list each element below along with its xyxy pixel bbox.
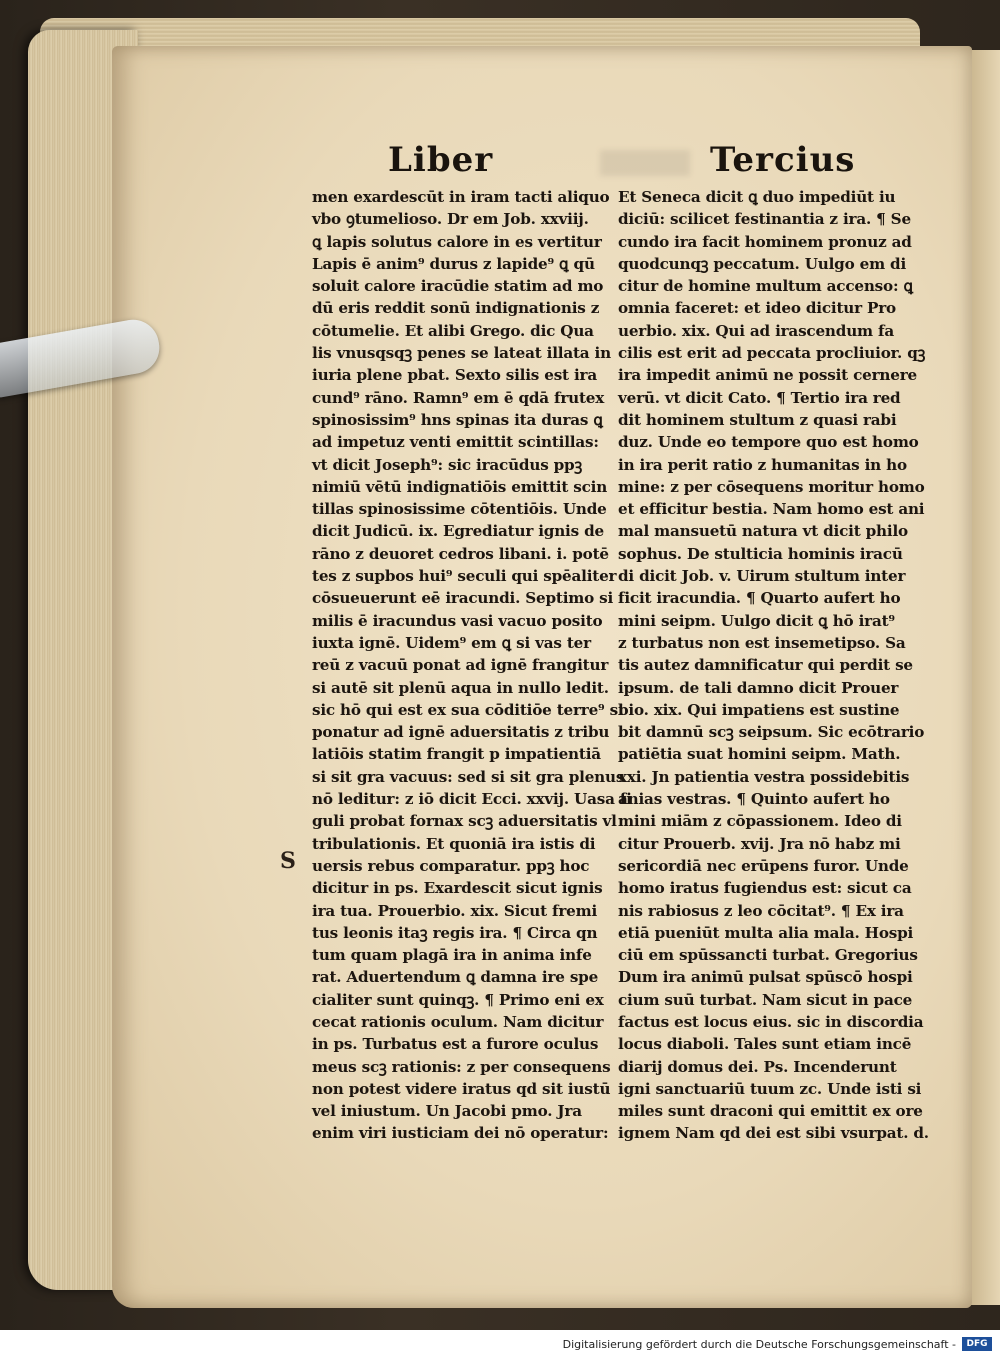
text-line: ad impetuz venti emittit scintillas:: [312, 433, 599, 452]
text-line: iuria plene pbat. Sexto silis est ira: [312, 366, 597, 385]
text-column-left: [312, 186, 632, 1145]
text-line: citur Prouerb. xvij. Jra nō habz mi: [618, 834, 901, 853]
text-line: tribulationis. Et quoniā ira istis di: [312, 834, 596, 853]
text-line: mini miām z cōpassionem. Ideo di: [618, 812, 902, 831]
text-line: vt dicit Joseph⁹: sic iracūdus ppꝫ: [312, 455, 583, 474]
text-line: ponatur ad ignē aduersitatis z tribu: [312, 723, 610, 742]
text-line: rat. Aduertendum ꝗ damna ire spe: [312, 968, 599, 987]
text-line: men exardescūt in iram tacti aliquo: [312, 188, 610, 206]
text-line: patiētia suat homini seipm. Math.: [618, 745, 901, 764]
text-line: duz. Unde eo tempore quo est homo: [618, 433, 919, 452]
text-line: Dum ira animū pulsat spūscō hospi: [618, 968, 913, 987]
text-line: factus est locus eius. sic in discordia: [618, 1012, 924, 1031]
text-line: uerbio. xix. Qui ad irascendum fa: [618, 321, 894, 340]
text-line: ꝗ lapis solutus calore in es vertitur: [312, 232, 602, 251]
text-line: quodcunqꝫ peccatum. Uulgo em di: [618, 254, 907, 273]
text-line: in ira perit ratio z humanitas in ho: [618, 455, 907, 474]
text-line: cilis est erit ad peccata procliuior. qꝫ: [618, 344, 926, 363]
text-line: vel iniustum. Un Jacobi pmo. Jra: [312, 1102, 582, 1121]
ink-bleed-through: [600, 150, 690, 176]
text-line: cōsueuerunt eē iracundi. Septimo si: [312, 589, 614, 608]
text-line: igni sanctuariū tuum zc. Unde isti si: [618, 1079, 922, 1098]
text-line: Lapis ē anim⁹ durus z lapide⁹ ꝗ qū: [312, 254, 595, 273]
text-line: nimiū vētū indignatiōis emittit scin: [312, 477, 608, 496]
text-line: nō leditur: z iō dicit Ecci. xxvij. Uasa fi: [312, 790, 632, 809]
text-line: diciū: scilicet festinantia z ira. ¶ Se: [618, 210, 911, 229]
text-line: homo iratus fugiendus est: sicut ca: [618, 879, 912, 898]
text-line: tillas spinosissime cōtentiōis. Unde: [312, 500, 607, 519]
text-line: latiōis statim frangit p impatientiā: [312, 745, 601, 764]
text-line: nis rabiosus z leo cōcitat⁹. ¶ Ex ira: [618, 901, 904, 920]
text-line: tus leonis itaꝫ regis ira. ¶ Circa qn: [312, 923, 598, 942]
text-line: z turbatus non est insemetipso. Sa: [618, 633, 906, 652]
text-line: reū z vacuū ponat ad ignē frangitur: [312, 656, 609, 675]
text-line: si sit gra vacuus: sed si sit gra plenus: [312, 767, 625, 786]
text-line: tes z supbos hui⁹ seculi qui spēaliter: [312, 567, 617, 586]
text-line: et efficitur bestia. Nam homo est ani: [618, 500, 925, 519]
text-line: cundo ira facit hominem pronuz ad: [618, 232, 912, 251]
text-line: mine: z per cōsequens moritur homo: [618, 477, 925, 496]
text-line: iuxta ignē. Uidem⁹ em ꝗ si vas ter: [312, 633, 591, 652]
text-line: guli probat fornax scꝫ aduersitatis vl: [312, 812, 617, 831]
text-line: ipsum. de tali damno dicit Prouer: [618, 678, 899, 697]
text-line: citur de homine multum accenso: ꝗ: [618, 277, 913, 296]
text-line: sic hō qui est ex sua cōditiōe terre⁹ si: [312, 700, 624, 719]
text-line: omnia faceret: et ideo dicitur Pro: [618, 299, 896, 318]
text-line: ignem Nam qd dei est sibi vsurpat. d.: [618, 1124, 929, 1143]
text-line: ciū em spūssancti turbat. Gregorius: [618, 946, 918, 965]
facing-page-strip: [968, 50, 1000, 1305]
text-line: cium suū turbat. Nam sicut in pace: [618, 990, 913, 1009]
text-line: enim viri iusticiam dei nō operatur:: [312, 1124, 609, 1143]
text-line: dicit Judicū. ix. Egrediatur ignis de: [312, 522, 604, 541]
text-line: si autē sit plenū aqua in nullo ledit.: [312, 678, 609, 697]
text-line: anias vestras. ¶ Quinto aufert ho: [618, 790, 890, 809]
text-line: meus scꝫ rationis: z per consequens: [312, 1057, 611, 1076]
text-line: soluit calore iracūdie statim ad mo: [312, 277, 604, 296]
text-line: cōtumelie. Et alibi Grego. dic Qua: [312, 321, 594, 340]
text-line: xxi. Jn patientia vestra possidebitis: [618, 767, 910, 786]
text-line: ira impedit animū ne possit cernere: [618, 366, 917, 385]
text-line: rāno z deuoret cedros libani. i. potē: [312, 544, 609, 563]
text-line: mal mansuetū natura vt dicit philo: [618, 522, 908, 541]
text-line: cund⁹ rāno. Ramn⁹ em ē qdā frutex: [312, 388, 605, 407]
funding-credit: Digitalisierung gefördert durch die Deutsche Forschungsgemeinschaft -: [562, 1338, 956, 1351]
text-line: diarij domus dei. Ps. Incenderunt: [618, 1057, 897, 1076]
text-line: tis autez damnificatur qui perdit se: [618, 656, 913, 675]
text-line: spinosissim⁹ hns spinas ita duras ꝗ: [312, 410, 603, 429]
text-line: in ps. Turbatus est a furore oculus: [312, 1035, 599, 1054]
text-line: verū. vt dicit Cato. ¶ Tertio ira red: [618, 388, 901, 407]
text-line: etiā pueniūt multa alia mala. Hospi: [618, 923, 914, 942]
text-line: vbo ꝯtumelioso. Dr em Job. xxviij.: [312, 210, 589, 229]
text-line: cecat rationis oculum. Nam dicitur: [312, 1012, 604, 1031]
text-line: milis ē iracundus vasi vacuo posito: [312, 611, 603, 630]
text-line: bit damnū scꝫ seipsum. Sic ecōtrario: [618, 723, 925, 742]
footer-bar: [0, 1330, 1000, 1359]
text-line: mini seipm. Uulgo dicit ꝗ hō irat⁹: [618, 611, 895, 630]
running-head-right: Tercius: [710, 140, 856, 180]
text-line: lis vnusqsqꝫ penes se lateat illata in: [312, 344, 611, 363]
text-line: dicitur in ps. Exardescit sicut ignis: [312, 879, 603, 898]
text-line: ficit iracundia. ¶ Quarto aufert ho: [618, 589, 901, 608]
text-line: sophus. De stulticia hominis iracū: [618, 544, 903, 563]
marginal-mark: S: [280, 848, 296, 874]
text-line: di dicit Job. v. Uirum stultum inter: [618, 567, 906, 586]
text-line: sericordiā nec erūpens furor. Unde: [618, 856, 909, 875]
text-line: uersis rebus comparatur. ppꝫ hoc: [312, 856, 590, 875]
text-line: bio. xix. Qui impatiens est sustine: [618, 700, 900, 719]
text-line: ira tua. Prouerbio. xix. Sicut fremi: [312, 901, 598, 920]
running-head-left: Liber: [388, 140, 494, 180]
text-line: Et Seneca dicit ꝗ duo impediūt iu: [618, 188, 896, 206]
text-line: non potest videre iratus qd sit iustū: [312, 1079, 611, 1098]
text-line: locus diaboli. Tales sunt etiam incē: [618, 1035, 912, 1054]
text-line: tum quam plagā ira in anima infe: [312, 946, 592, 965]
text-line: dit hominem stultum z quasi rabi: [618, 410, 897, 429]
text-column-right: [618, 186, 929, 1145]
text-line: cialiter sunt quinqꝫ. ¶ Primo eni ex: [312, 990, 604, 1009]
text-line: miles sunt draconi qui emittit ex ore: [618, 1102, 923, 1121]
dfg-logo: DFG: [962, 1337, 992, 1351]
text-line: dū eris reddit sonū indignationis z: [312, 299, 600, 318]
